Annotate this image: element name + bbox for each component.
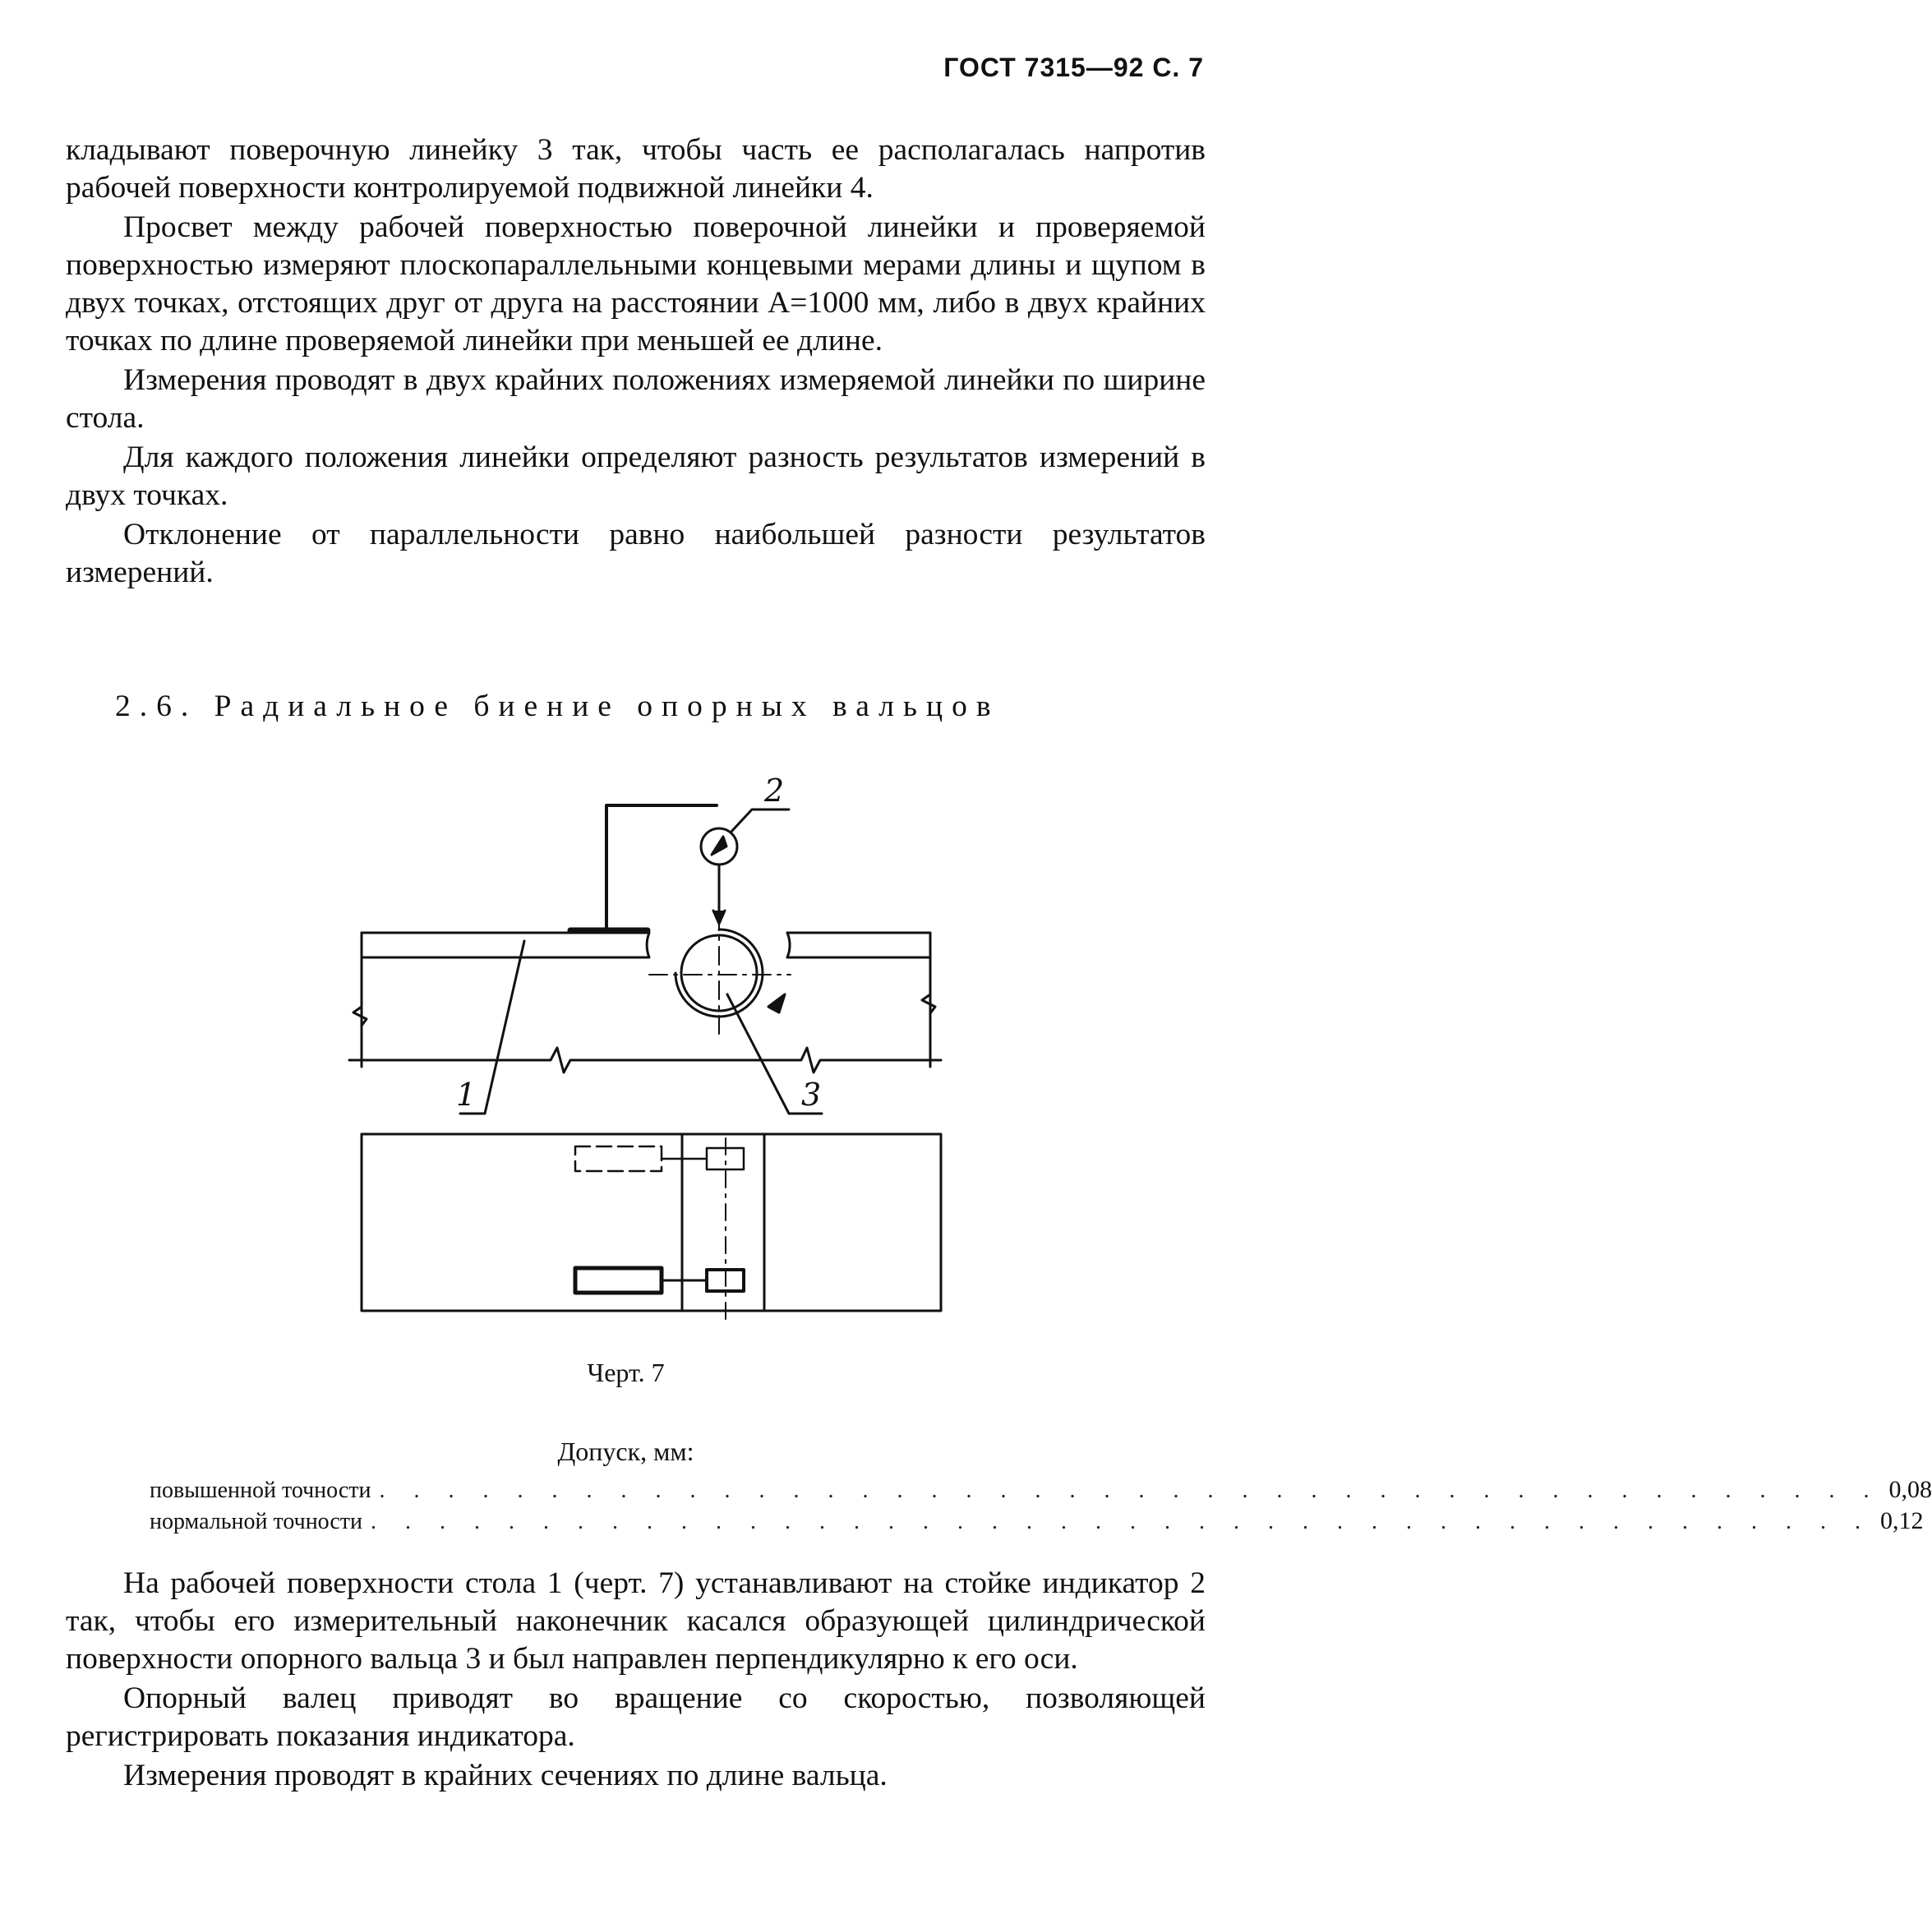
paragraph-sections: Измерения проводят в крайних сечениях по длине вальца. [123, 1759, 888, 1792]
tolerance-row [150, 1476, 1932, 1507]
plan-view-roller-block [764, 1134, 941, 1311]
indicator-stand [606, 805, 717, 929]
paragraph-gap-measurement: Просвет между рабочей поверхностью поверочной линейки и проверяемой поверхностью измеряют плоскопараллельными концевыми мерами длины и щупом в двух точках, отстоящих друг от друга на расстоянии А=1000 мм, либо в двух крайних точках по длине проверяемой линейки при меньшей ее длине. [66, 210, 1206, 357]
table-plate [362, 933, 649, 957]
tolerance-label: нормальной точности [150, 1509, 363, 1534]
tolerance-title: Допуск, мм: [557, 1437, 694, 1466]
tolerance-value: 0,12 [1880, 1507, 1924, 1534]
tolerance-row [150, 1507, 1924, 1538]
top-text-block [66, 131, 1206, 592]
paragraph-rotation: Опорный валец приводят во вращение со скоростью, позволяющей регистрировать показания индикатора. [66, 1681, 1206, 1753]
dot-leader: . . . . . . . . . . . . . . . . . . . . . . . . . . . . . . . . . . . . . . . . . . . . [371, 1509, 1873, 1534]
figure-caption: Черт. 7 [587, 1358, 665, 1387]
page-header: ГОСТ 7315—92 С. 7 [943, 53, 1204, 82]
label-roller-3: 3 [801, 1077, 822, 1113]
section-title: 2.6. Радиальное биение опорных вальцов [115, 690, 1000, 723]
bottom-text-block [66, 1565, 1206, 1795]
tolerance-label: повышенной точности [150, 1478, 371, 1503]
support-roller [681, 935, 757, 1011]
paragraph-continuation: кладывают поверочную линейку 3 так, чтобы часть ее располагалась напротив рабочей поверхности контролируемой подвижной линейки 4. [66, 133, 1206, 205]
paragraph-setup: На рабочей поверхности стола 1 (черт. 7) устанавливают на стойке индикатор 2 так, чтобы его измерительный наконечник касался образующей цилиндрической поверхности опорного вальца 3 и был направлен перпендикулярно к его оси. [66, 1566, 1206, 1676]
plan-view-table [362, 1134, 682, 1311]
paragraph-difference: Для каждого положения линейки определяют разность результатов измерений в двух точках. [66, 440, 1206, 512]
dot-leader: . . . . . . . . . . . . . . . . . . . . . . . . . . . . . . . . . . . . . . . . . . . . [379, 1478, 1881, 1503]
label-indicator-2: 2 [764, 773, 785, 809]
tolerance-table [150, 1476, 1932, 1538]
label-table-1: 1 [456, 1077, 477, 1113]
tolerance-value: 0,08 [1888, 1476, 1932, 1503]
paragraph-measurement-positions: Измерения проводят в двух крайних положениях измеряемой линейки по ширине стола. [66, 363, 1206, 435]
indicator-dial [701, 828, 737, 865]
paragraph-deviation: Отклонение от параллельности равно наибольшей разности результатов измерений. [66, 518, 1206, 589]
